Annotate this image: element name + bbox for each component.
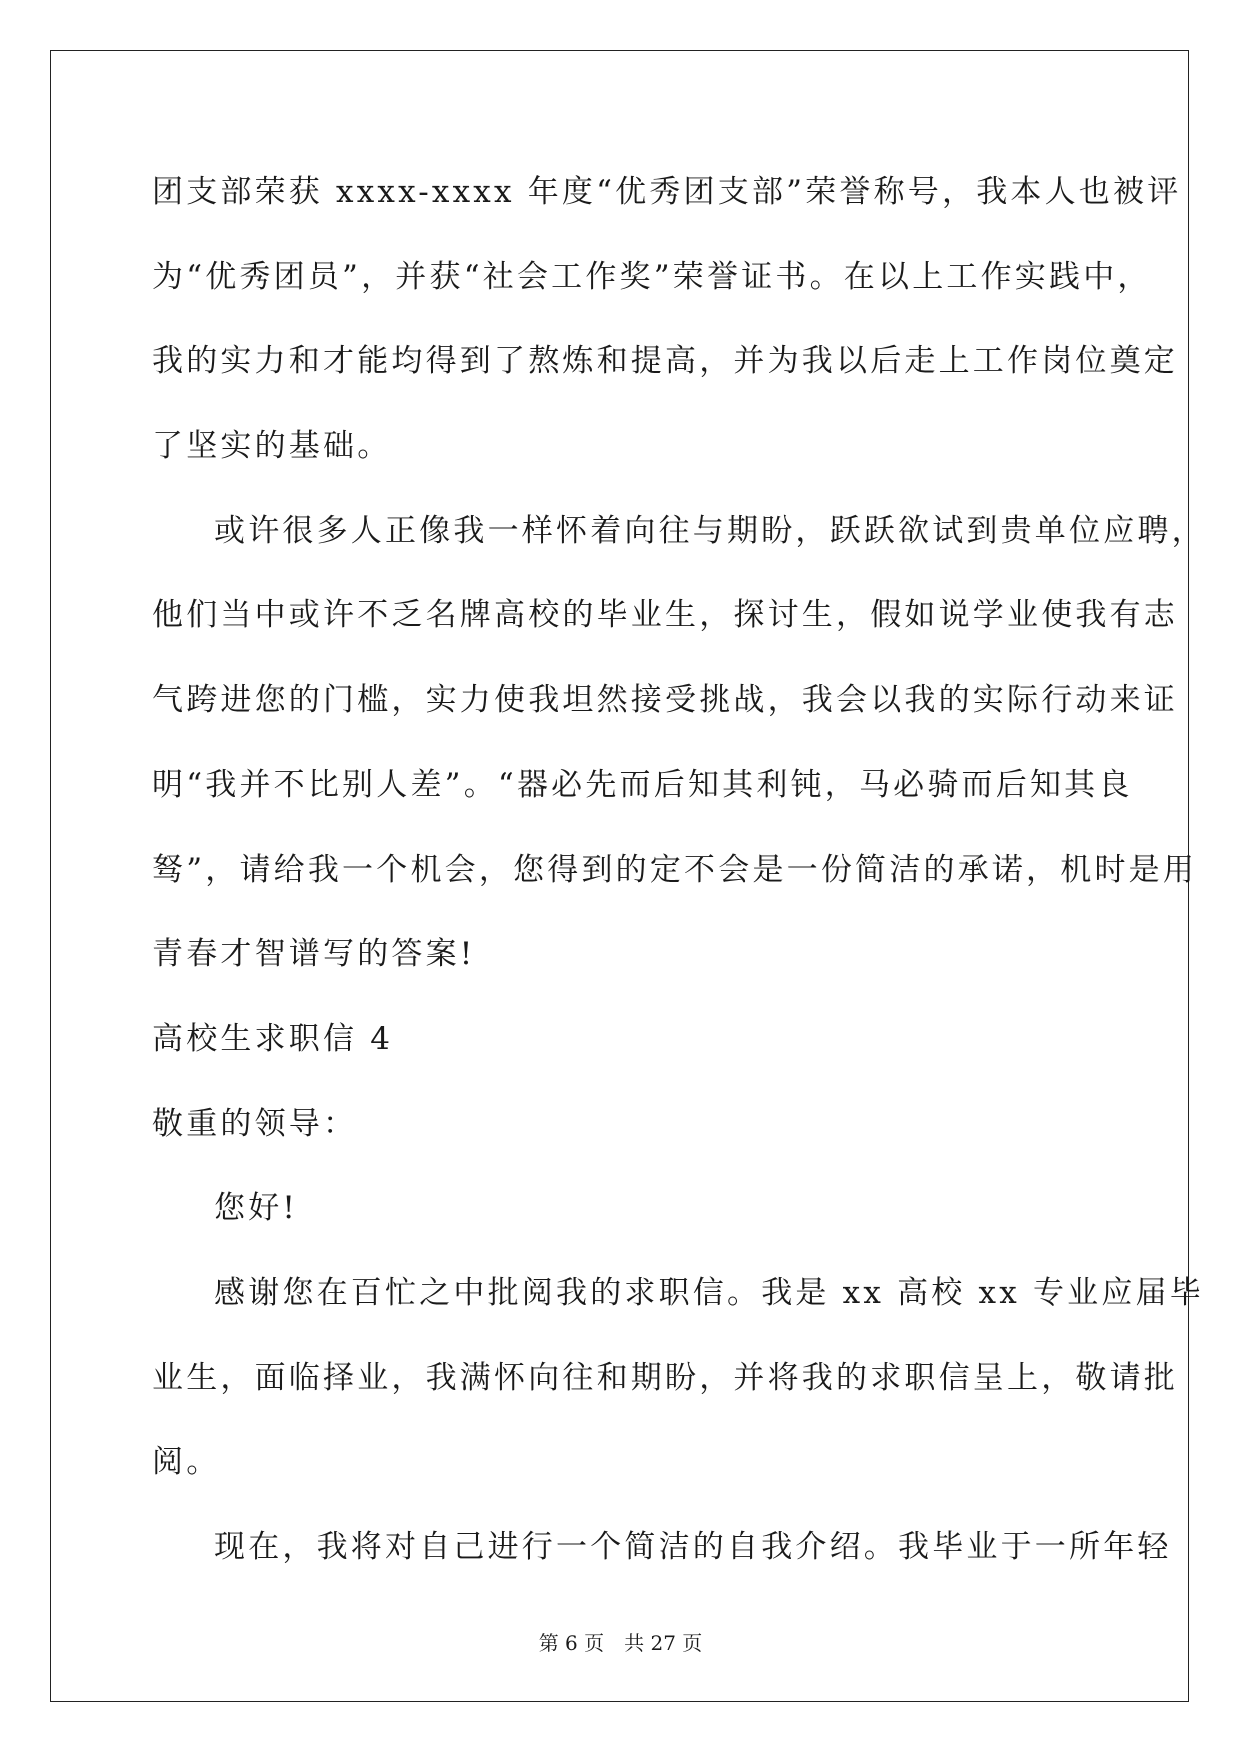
page-footer bbox=[0, 1627, 1241, 1656]
text-line: 感谢您在百忙之中批阅我的求职信。我是 xx 高校 xx 专业应届毕 bbox=[214, 1274, 1204, 1311]
text-line: 现在，我将对自己进行一个简洁的自我介绍。我毕业于一所年轻 bbox=[214, 1529, 1172, 1565]
section-heading: 高校生求职信 4 bbox=[152, 1020, 394, 1057]
text-line: 驽”，请给我一个机会，您得到的定不会是一份简洁的承诺，机时是用 bbox=[152, 851, 1198, 888]
page-total: 共 27 页 bbox=[624, 1631, 703, 1655]
text-line: 明“我并不比别人差”。“器必先而后知其利钝，马必骑而后知其良 bbox=[152, 766, 1133, 803]
text-line: 业生，面临择业，我满怀向往和期盼，并将我的求职信呈上，敬请批 bbox=[152, 1359, 1178, 1396]
text-line: 气跨进您的门槛，实力使我坦然接受挑战，我会以我的实际行动来证 bbox=[152, 682, 1178, 719]
text-line: 了坚实的基础。 bbox=[152, 428, 392, 465]
salutation: 敬重的领导： bbox=[152, 1105, 358, 1142]
text-line: 青春才智谱写的答案! bbox=[152, 936, 476, 973]
page-number: 第 6 页 bbox=[538, 1631, 605, 1655]
document-body bbox=[152, 162, 1206, 1602]
greeting: 您好! bbox=[214, 1190, 299, 1227]
text-line: 团支部荣获 xxxx-xxxx 年度“优秀团支部”荣誉称号，我本人也被评 bbox=[152, 174, 1182, 210]
text-line: 或许很多人正像我一样怀着向往与期盼，跃跃欲试到贵单位应聘， bbox=[214, 512, 1206, 549]
text-line: 他们当中或许不乏名牌高校的毕业生，探讨生，假如说学业使我有志 bbox=[152, 597, 1178, 634]
text-line: 我的实力和才能均得到了熬炼和提高，并为我以后走上工作岗位奠定 bbox=[152, 343, 1178, 380]
text-line: 为“优秀团员”，并获“社会工作奖”荣誉证书。在以上工作实践中， bbox=[152, 258, 1152, 295]
text-line: 阅。 bbox=[152, 1444, 221, 1481]
